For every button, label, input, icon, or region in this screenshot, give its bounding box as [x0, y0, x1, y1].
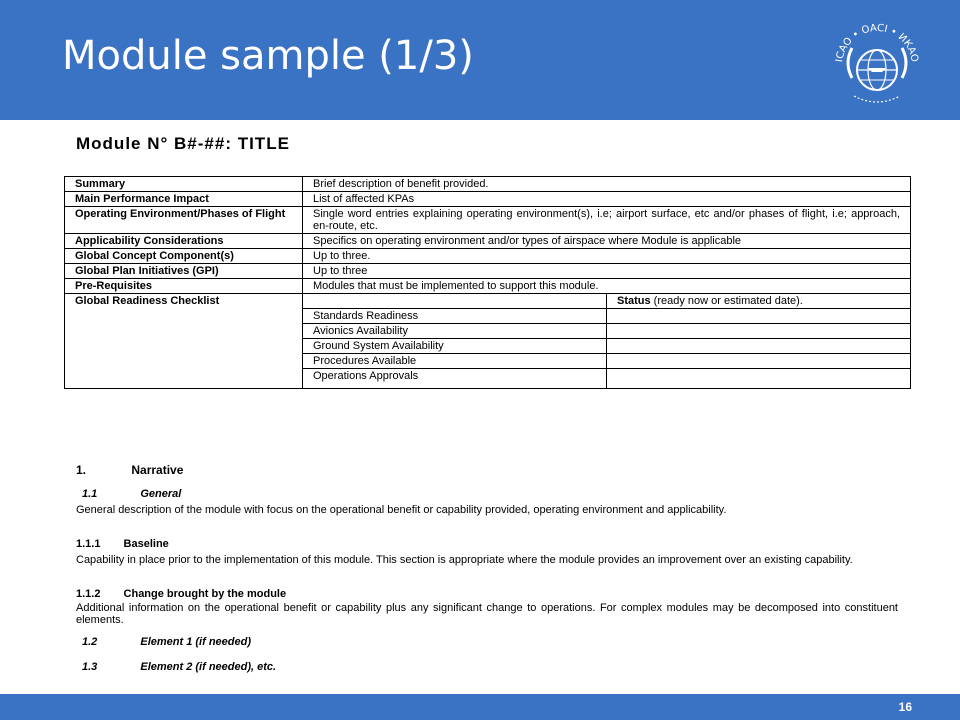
section-number: 1.3: [82, 661, 98, 673]
row-value: Up to three: [303, 264, 911, 279]
section-number: 1.2: [82, 636, 98, 648]
section-title: Element 1 (if needed): [140, 636, 251, 648]
section-1-1-text: General description of the module with focus on the operational benefit or capability provided, operating environment and applicability.: [76, 504, 727, 516]
section-1-2-heading: [82, 636, 251, 648]
table-row: [65, 192, 911, 207]
checklist-item: Ground System Availability: [303, 339, 607, 354]
icao-emblem-icon: [822, 8, 932, 118]
logo-text: ICAO • OACI • ИКАО: [834, 22, 920, 64]
section-number: 1.1.1: [76, 538, 101, 550]
table-row: [65, 234, 911, 249]
checklist-row: [65, 294, 911, 309]
section-title: Baseline: [123, 538, 169, 550]
row-value: Specifics on operating environment and/or types of airspace where Module is applicable: [303, 234, 911, 249]
row-label: Pre-Requisites: [65, 279, 303, 294]
slide-footer: [0, 694, 960, 720]
section-1-1-2-heading: [76, 588, 286, 600]
section-1-1-1-heading: [76, 538, 169, 550]
checklist-item: Procedures Available: [303, 354, 607, 369]
status-bold: Status: [617, 295, 651, 307]
section-1-1-heading: [82, 488, 181, 500]
section-title: Element 2 (if needed), etc.: [140, 661, 277, 673]
row-value: Modules that must be implemented to support this module.: [303, 279, 911, 294]
checklist-label: Global Readiness Checklist: [65, 294, 303, 389]
section-1-1-1-text: Capability in place prior to the implementation of this module. This section is appropriate where the module provides an improvement over an existing capability.: [76, 554, 853, 566]
checklist-item: Standards Readiness: [303, 309, 607, 324]
table-row: [65, 177, 911, 192]
checklist-item: Avionics Availability: [303, 324, 607, 339]
table-row: [65, 249, 911, 264]
section-number: 1.1.2: [76, 588, 101, 600]
section-number: 1.1: [82, 488, 98, 500]
section-title: General: [140, 488, 182, 500]
section-title: Narrative: [131, 463, 184, 477]
checklist-item: Operations Approvals: [303, 369, 607, 389]
row-label: Applicability Considerations: [65, 234, 303, 249]
checklist-status-cell: [607, 354, 911, 369]
table-row: [65, 207, 911, 234]
row-label: Operating Environment/Phases of Flight: [65, 207, 303, 234]
row-label: Global Plan Initiatives (GPI): [65, 264, 303, 279]
section-title: Change brought by the module: [123, 588, 287, 600]
checklist-status-cell: [607, 339, 911, 354]
table-row: [65, 279, 911, 294]
module-title: Module N° B#-##: TITLE: [76, 134, 290, 153]
section-1-3-heading: [82, 661, 276, 673]
checklist-status-cell: [607, 309, 911, 324]
page-number: 16: [898, 700, 912, 714]
checklist-blank-cell: [303, 294, 607, 309]
status-rest: (ready now or estimated date).: [650, 295, 803, 307]
status-header: [607, 294, 911, 309]
row-value: List of affected KPAs: [303, 192, 911, 207]
row-value: Up to three.: [303, 249, 911, 264]
checklist-status-cell: [607, 369, 911, 389]
section-number: 1.: [76, 463, 87, 477]
row-value: Single word entries explaining operating environment(s), i.e; airport surface, etc and/or phases of flight, i.e; approach, en-route, etc.: [303, 207, 911, 234]
row-label: Summary: [65, 177, 303, 192]
table-row: [65, 264, 911, 279]
section-1-1-2-text: Additional information on the operational benefit or capability plus any significant change to operations. For complex modules may be decomposed into constituent elements.: [76, 602, 898, 626]
module-table: [64, 176, 911, 389]
slide-header: [0, 0, 960, 120]
slide-title: Module sample (1/3): [62, 33, 474, 79]
row-label: Main Performance Impact: [65, 192, 303, 207]
row-label: Global Concept Component(s): [65, 249, 303, 264]
checklist-status-cell: [607, 324, 911, 339]
row-value: Brief description of benefit provided.: [303, 177, 911, 192]
narrative-heading: [76, 463, 183, 477]
